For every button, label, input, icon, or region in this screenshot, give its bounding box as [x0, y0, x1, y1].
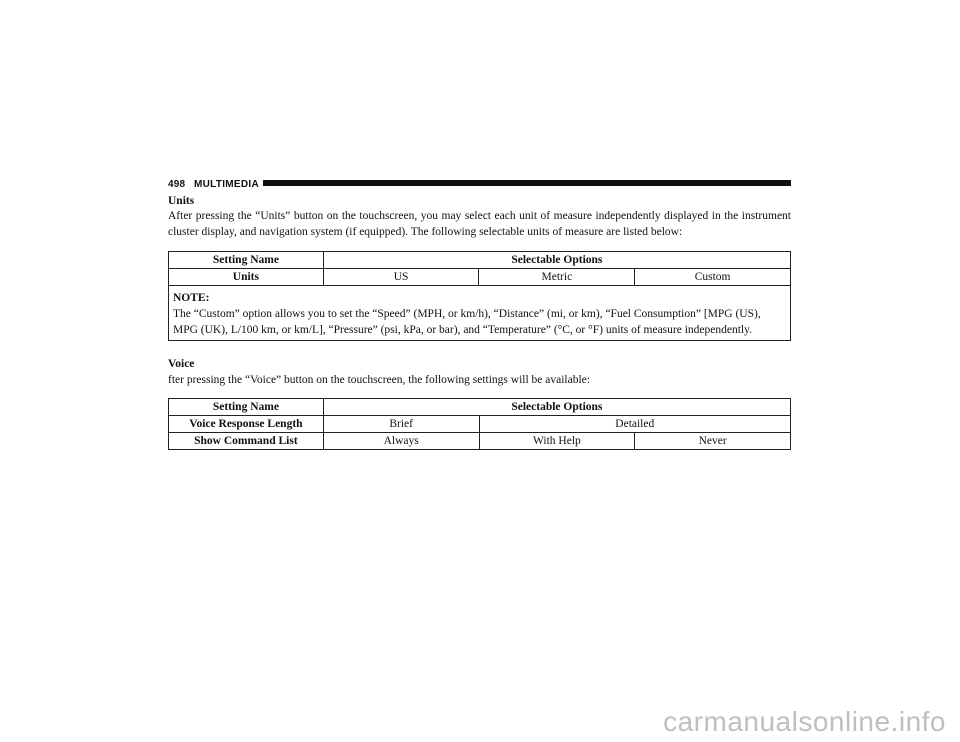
watermark: carmanualsonline.info — [663, 706, 946, 737]
note-label: NOTE: — [173, 292, 210, 304]
option-never: Never — [635, 433, 791, 450]
option-with-help: With Help — [479, 433, 635, 450]
page-header — [168, 177, 791, 191]
table-row — [169, 416, 791, 433]
column-header-selectable-options: Selectable Options — [323, 399, 790, 416]
option-detailed: Detailed — [479, 416, 790, 433]
column-header-setting-name: Setting Name — [169, 399, 324, 416]
setting-name-units: Units — [169, 269, 324, 286]
header-rule — [263, 180, 791, 186]
column-header-setting-name: Setting Name — [169, 252, 324, 269]
note-cell — [169, 286, 791, 341]
option-always: Always — [323, 433, 479, 450]
setting-name-show-command-list: Show Command List — [169, 433, 324, 450]
option-custom: Custom — [635, 269, 791, 286]
table-row — [169, 433, 791, 450]
units-heading: Units — [168, 195, 195, 207]
table-header-row — [169, 252, 791, 269]
option-us: US — [323, 269, 479, 286]
setting-name-voice-response-length: Voice Response Length — [169, 416, 324, 433]
units-paragraph: After pressing the “Units” button on the touchscreen, you may select each unit of measure independently displayed in the instrument cluster display, and navigation system (if equipped). The following selectable units of measure are listed below: — [168, 210, 791, 238]
option-brief: Brief — [323, 416, 479, 433]
column-header-selectable-options: Selectable Options — [323, 252, 790, 269]
units-table — [168, 251, 791, 341]
table-row — [169, 269, 791, 286]
option-metric: Metric — [479, 269, 635, 286]
voice-table — [168, 398, 791, 450]
table-header-row — [169, 399, 791, 416]
voice-heading: Voice — [168, 358, 195, 370]
page-number: 498 — [168, 179, 186, 190]
note-text: The “Custom” option allows you to set the “Speed” (MPH, or km/h), “Distance” (mi, or km), “Fuel Consumption” [MPG (US), MPG (UK), L/100 km, or km/L], “Pressure” (psi, kPa, or bar), and “Temperature” (°C, or °F) units of measure independently. — [173, 308, 761, 336]
note-row — [169, 286, 791, 341]
section-title: MULTIMEDIA — [194, 179, 260, 190]
voice-paragraph: fter pressing the “Voice” button on the touchscreen, the following settings will be available: — [168, 374, 590, 386]
